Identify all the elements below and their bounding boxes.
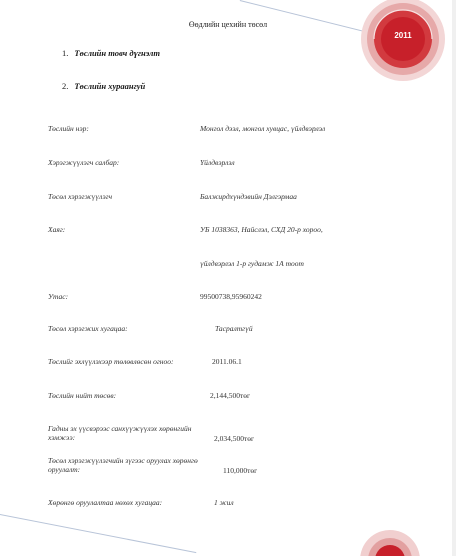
field-label: Хөрөнгө оруулалтаа нөхөх хугацаа: bbox=[48, 498, 163, 507]
section-heading-2 bbox=[62, 81, 145, 91]
section-title: Төслийн товч дүгнэлт bbox=[74, 48, 160, 58]
field-value: 1 жил bbox=[214, 498, 234, 507]
field-value: 2,144,500төг bbox=[210, 391, 251, 400]
field-value: Тасралтгүй bbox=[215, 324, 253, 333]
bottom-badge bbox=[355, 528, 425, 556]
field-label: Хаяг: bbox=[48, 225, 66, 234]
decorative-line-bottom bbox=[0, 514, 196, 553]
page-edge bbox=[452, 0, 456, 556]
field-label: Төслийн нэр: bbox=[48, 124, 89, 133]
section-title: Төслийн хураангуй bbox=[74, 81, 146, 91]
field-label: Төслийн нийт төсөв: bbox=[48, 391, 117, 400]
field-value: Балжирдхүндэвийн Дэлгэрмаа bbox=[200, 192, 297, 201]
bottom-circle-icon bbox=[355, 528, 425, 556]
field-label: Төсөл хэрэгжүүлэгч bbox=[48, 192, 113, 201]
field-label: Төсөл хэрэгжүүлэгчийн зүгээс оруулах хөрөнгө оруулалт: bbox=[48, 456, 198, 474]
field-label: Утас: bbox=[48, 292, 69, 301]
field-label: Төслийг эхлүүлэхээр төлөвлөсөн огноо: bbox=[48, 357, 174, 366]
field-value: 99500738,95960242 bbox=[200, 292, 262, 301]
section-number: 2. bbox=[62, 81, 69, 91]
page-header: Өөдлийн цехийн төсөл bbox=[188, 20, 268, 29]
year-badge bbox=[360, 0, 446, 82]
field-label: Гадны эх үүсвэрээс санхүүжүүлэх хөрөнгийн хэмжээ: bbox=[48, 424, 192, 442]
field-value: 2011.06.1 bbox=[212, 357, 242, 366]
field-value: Монгол дээл, монгол хувцас, үйлдвэрлэл bbox=[200, 124, 326, 133]
field-value: 2,034,500төг bbox=[214, 434, 255, 443]
field-value: УБ 1038363, Найслэл, СХД 20-р хороо, bbox=[200, 225, 323, 234]
field-label: Төсөл хэрэгжих хугацаа: bbox=[48, 324, 128, 333]
section-number: 1. bbox=[62, 48, 69, 58]
badge-year: 2011 bbox=[394, 31, 412, 40]
field-value: Үйлдвэрлэл bbox=[200, 158, 235, 167]
field-value: 110,000төг bbox=[223, 466, 258, 475]
field-value: үйлдвэрлэл 1-р гудамж 1А тоот bbox=[200, 259, 304, 268]
section-heading-1 bbox=[62, 48, 160, 58]
field-label: Хэрэгжүүлэгч салбар: bbox=[48, 158, 120, 167]
badge-circle-icon bbox=[360, 0, 446, 82]
